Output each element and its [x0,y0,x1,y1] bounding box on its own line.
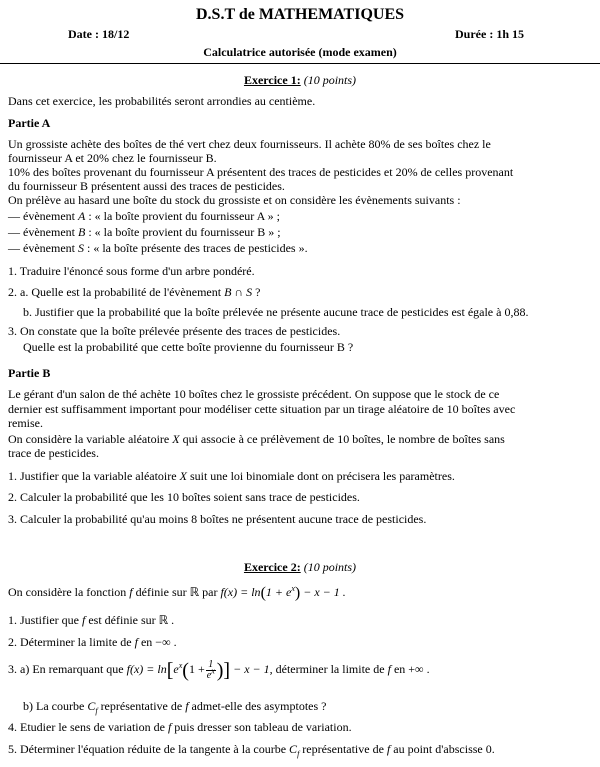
part-b-question-2: 2. Calculer la probabilité que les 10 boîtes soient sans trace de pesticides. [8,490,360,504]
exercise-2-question-3a: 3. a) En remarquant que $f(x) = \ln[e^x(1$ + $\frac{1}{e^x}$ )] − x − 1, déterminer la limite de f en +∞ . [8,658,430,682]
exercise-2-title: Exercice 2: (10 points) [243,560,357,574]
part-a-text-line: 10% des boîtes provenant du fournisseur A présentent des traces de pesticides et 20% de celles provenant [8,165,514,179]
exercise-1-title: Exercice 1: (10 points) [243,73,357,87]
part-a-text-line: du fournisseur B présentent aussi des traces de pesticides. [8,179,285,193]
fraction: $\frac{1}{e^x}$ [206,658,215,681]
exercise-2-question-1: 1. Justifier que f est définie sur ℝ . [8,613,175,627]
part-b-variable-line: On considère la variable aléatoire X qui associe à ce prélèvement de 10 boîtes, le nombre de boîtes sans [8,432,505,446]
exercise-2-question-2: 2. Déterminer la limite de f en −∞ . [8,635,177,649]
part-b-question-1: 1. Justifier que la variable aléatoire X suit une loi binomiale dont on précisera les paramètres. [8,469,455,483]
part-b-title: Partie B [8,366,51,380]
exercise-2-intro: On considère la fonction f définie sur ℝ par $f(x) = \ln(1 + e^x) - x - 1$ . [8,584,346,602]
part-a-question-1: 1. Traduire l'énoncé sous forme d'un arbre pondéré. [8,264,255,278]
part-a-question-3: 3. On constate que la boîte prélevée présente des traces de pesticides. [8,324,341,338]
part-a-text-line: On prélève au hasard une boîte du stock du grossiste et on considère les évènements suivants : [8,193,461,207]
part-a-question-2a: 2. a. Quelle est la probabilité de l'évènement B ∩ S ? [8,285,261,299]
part-b-variable-line-2: trace de pesticides. [8,446,99,460]
event-b: — évènement B : « la boîte provient du fournisseur B » ; [8,225,281,239]
part-a-text-line: Un grossiste achète des boîtes de thé vert chez deux fournisseurs. Il achète 80% de ses boîtes chez le [8,137,491,151]
part-a-title: Partie A [8,116,51,130]
calculator-note: Calculatrice autorisée (mode examen) [203,45,397,59]
event-s: — évènement S : « la boîte présente des traces de pesticides ». [8,241,308,255]
part-b-question-3: 3. Calculer la probabilité qu'au moins 8 boîtes ne présentent aucune trace de pesticides. [8,512,427,526]
duration-label: Durée : 1h 15 [455,27,524,41]
part-a-question-3-cont: Quelle est la probabilité que cette boîte provienne du fournisseur B ? [23,340,354,354]
header-divider [0,63,600,64]
exercise-2-question-4: 4. Etudier le sens de variation de f puis dresser son tableau de variation. [8,720,352,734]
exercise-1-intro: Dans cet exercice, les probabilités seront arrondies au centième. [8,94,316,108]
exercise-2-question-3b: b) La courbe $C_f$ représentative de f admet-elle des asymptotes ? [23,699,327,716]
part-a-text-line: fournisseur A et 20% chez le fournisseur B. [8,151,217,165]
part-b-text-line: remise. [8,416,43,430]
part-a-question-2b: b. Justifier que la probabilité que la boîte prélevée ne présente aucune trace de pesticides est égale à 0,88. [23,305,529,319]
event-a: — évènement A : « la boîte provient du fournisseur A » ; [8,209,280,223]
part-b-text-line: dernier est suffisamment important pour modéliser cette situation par un tirage aléatoire de 10 boîtes avec [8,402,516,416]
page-title: D.S.T de MATHEMATIQUES [195,6,405,23]
date-label: Date : 18/12 [68,27,130,41]
part-b-text-line: Le gérant d'un salon de thé achète 10 boîtes chez le grossiste précédent. On suppose que le stock de ce [8,387,500,401]
exercise-2-question-5: 5. Déterminer l'équation réduite de la tangente à la courbe $C_f$ représentative de f au point d'abscisse 0. [8,742,495,759]
